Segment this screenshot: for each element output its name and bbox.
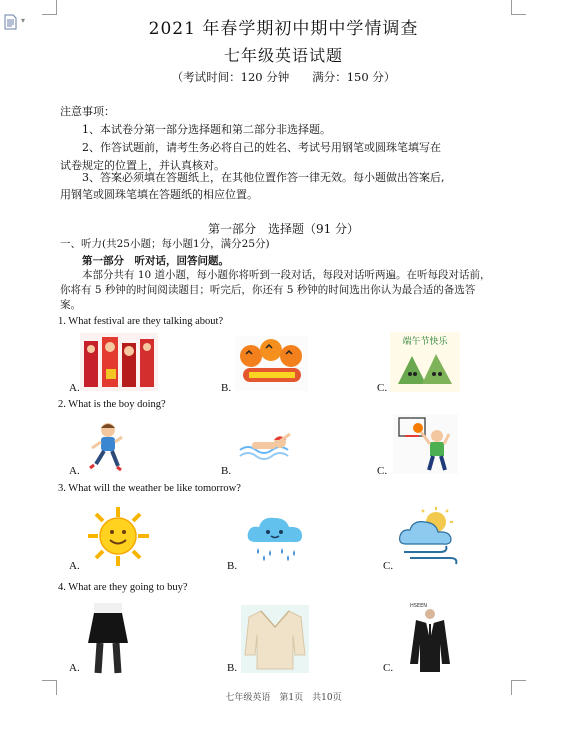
question-2: 2. What is the boy doing? [58, 399, 166, 410]
boy-swimming-image [238, 428, 296, 462]
boy-running-image [86, 420, 126, 475]
page-subtitle: 七年级英语试题 [223, 46, 343, 65]
q3-option-c: C. [383, 560, 394, 572]
q1-option-c: C. [377, 382, 388, 394]
boy-playing-basketball-image [393, 414, 458, 474]
sunny-weather-icon [86, 505, 151, 568]
question-4: 4. What are they going to buy? [58, 582, 188, 593]
notice-line-1: 1、本试卷分第一部分选择题和第二部分非选择题。 [82, 123, 331, 136]
sweater-image [241, 605, 309, 673]
page-footer: 七年级英语 第1页 共10页 [225, 693, 342, 703]
instruction-line-2: 你将有 5 秒钟的时间阅读题目；听完后，你还有 5 秒钟的时间选出你认为最合适的备选答 [60, 284, 476, 296]
windy-cloudy-weather-icon [396, 506, 462, 568]
notice-line-2a: 2、作答试题前，请考生务必将自己的姓名、考试号用钢笔或圆珠笔填写在 [82, 141, 441, 154]
rainy-weather-icon [244, 512, 306, 562]
notice-line-3a: 3、答案必须填在答题纸上，在其他位置作答一律无效。每小题做出答案后, [82, 171, 445, 184]
q4-option-b: B. [227, 662, 238, 674]
black-skirt-image [86, 603, 130, 675]
exam-info: （考试时间：120 分钟 满分：150 分） [171, 70, 396, 84]
question-1: 1. What festival are they talking about? [58, 316, 224, 327]
q3-option-b: B. [227, 560, 238, 572]
notice-heading: 注意事项： [60, 105, 115, 118]
q2-option-a: A. [69, 465, 80, 477]
q2-option-c: C. [377, 465, 388, 477]
notice-line-2b: 试卷规定的位置上，并认真核对。 [60, 159, 225, 172]
q2-option-b: B. [221, 465, 232, 477]
notice-line-3b: 用钢笔或圆珠笔填在答题纸的相应位置。 [60, 188, 258, 201]
page-title: 2021 年春学期初中期中学情调查 [148, 19, 419, 39]
q4-option-a: A. [69, 662, 80, 674]
q1-option-b: B. [221, 382, 232, 394]
black-suit-image [406, 600, 454, 674]
instruction-line-3: 案。 [60, 299, 81, 311]
corner-mark-top-right [511, 0, 526, 15]
chevron-down-icon[interactable]: ▾ [21, 16, 26, 25]
dragon-boat-zongzi-image [390, 332, 460, 392]
listening-subheading: 第一部分 听对话，回答问题。 [82, 255, 229, 267]
q3-option-a: A. [69, 560, 80, 572]
q4-option-c: C. [383, 662, 394, 674]
question-3: 3. What will the weather be like tomorrow? [58, 483, 241, 494]
spring-festival-image [80, 333, 158, 391]
listening-heading: 一、听力(共25小题；每小题1分，满分25分) [60, 238, 270, 250]
corner-mark-top-left [42, 0, 57, 15]
section-title: 第一部分 选择题（91 分） [207, 222, 360, 236]
suit-brand-label: HSEEN [410, 603, 427, 609]
instruction-line-1: 本部分共有 10 道小题，每小题你将听到一段对话，每段对话听两遍。在听每段对话前， [82, 269, 491, 281]
halloween-pumpkins-image [235, 336, 308, 391]
q1-option-a: A. [69, 382, 80, 394]
dragon-boat-greeting: 端午节快乐 [402, 337, 448, 347]
